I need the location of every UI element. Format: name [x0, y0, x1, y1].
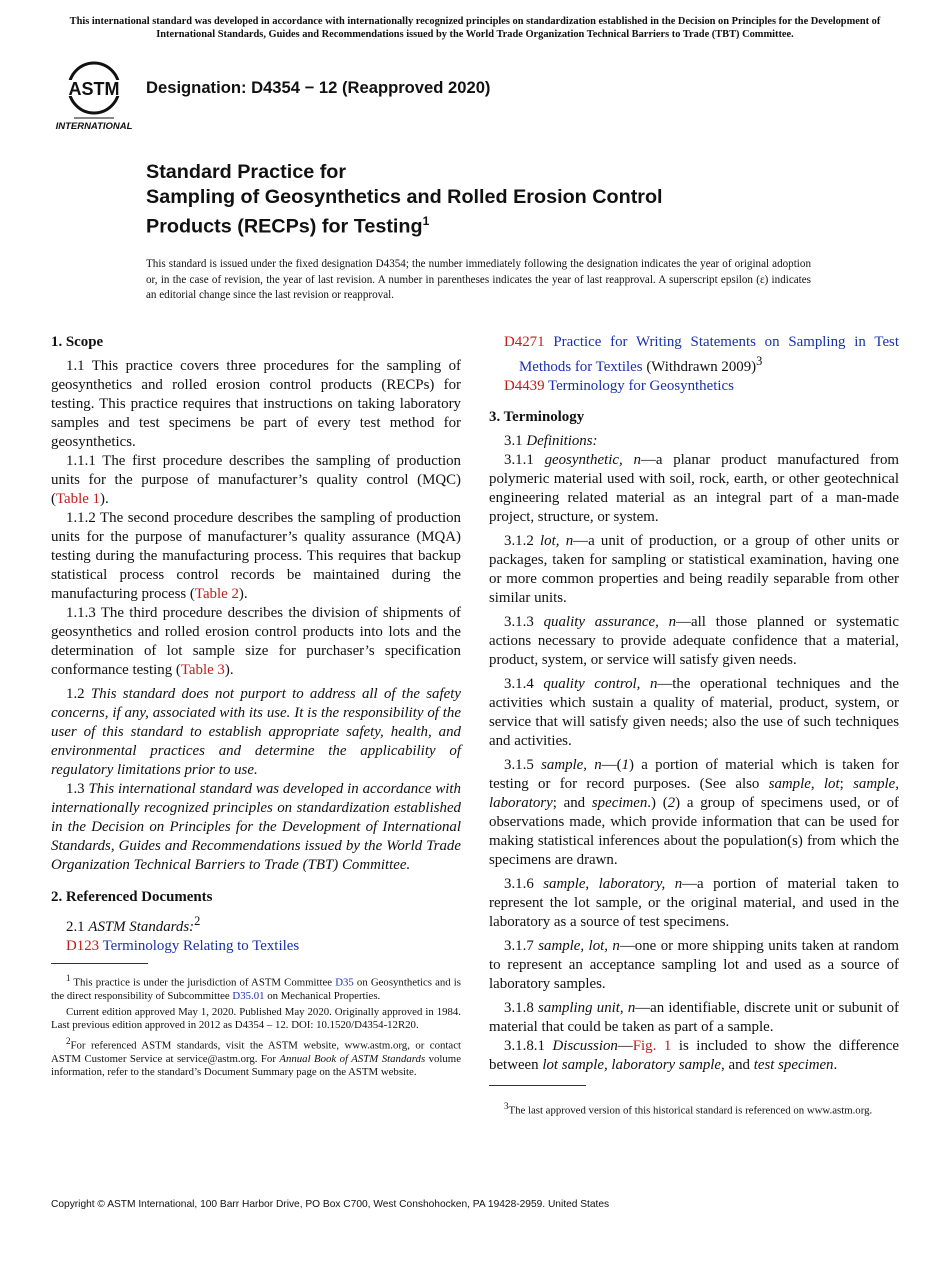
footnote-2: $^2$For referenced ASTM standards, visit the ASTM website, www.astm.org, or contact ASTM Customer Service at service@astm.org. For Annual Book of ASTM Standards volume information, refer to the standard’s Document Summary page on the ASTM website.: [51, 1035, 461, 1079]
astm-logo: [52, 58, 136, 134]
title-line-3: Products (RECPs) for Testing$^1$: [146, 214, 430, 238]
def-3-1-4: 3.1.4 quality control, n—the operational techniques and the activities which sustain a quality of material, product, system, or service that will satisfy given needs; also the use of such techniques and activities.: [489, 675, 899, 749]
para-1-3: 1.3 This international standard was developed in accordance with internationally recognized principles on standardization established in the Decision on Principles for the Development of International Standards, Guides and Recommendations issued by the World Trade Organization Technical Barriers to Trade (TBT) Committee.: [51, 781, 461, 873]
footnote-3: $^3$The last approved version of this historical standard is referenced on www.astm.org.: [504, 1100, 873, 1117]
section-2-heading: 2. Referenced Documents: [51, 889, 213, 905]
footnotes-right: [489, 1100, 899, 1118]
para-1-1-3: 1.1.3 The third procedure describes the division of shipments of geosynthetics and rolled erosion control products into lots and the determination of lot sample size for purchaser’s specification conformance testing (Table 3).: [51, 605, 461, 678]
left-column: [51, 333, 461, 1080]
ref-item-d123: [51, 937, 461, 956]
footnote-1-edition: Current edition approved May 1, 2020. Published May 2020. Originally approved in 1984. Last previous edition approved in 2012 as D4354 – 12. DOI: 10.1520/D4354-12R20.: [51, 1005, 461, 1032]
logo-text: ASTM: [68, 79, 120, 99]
committee-d35-link[interactable]: D35: [335, 976, 354, 989]
designation: Designation: D4354 − 12 (Reapproved 2020): [146, 78, 491, 97]
subcommittee-d35-01-link[interactable]: D35.01: [232, 990, 265, 1003]
def-3-1-3: 3.1.3 quality assurance, n—all those planned or systematic actions necessary to provide adequate confidence that a material, product, system, or service will satisfy given needs.: [489, 613, 899, 668]
ref-code-d4271[interactable]: D4271: [504, 334, 545, 350]
title-footnote-mark: 1: [422, 214, 430, 228]
footnote-1: $^1$ This practice is under the jurisdiction of ASTM Committee D35 on Geosynthetics and is the direct responsibility of Subcommittee D35.01 on Mechanical Properties.: [51, 972, 461, 1003]
para-1-1-2: 1.1.2 The second procedure describes the sampling of production units for the purpose of manufacturer’s quality assurance (MQA) testing during the manufacturing process. This requires that backup statistical process control records be maintained during the manufacturing process (Table 2).: [51, 510, 461, 602]
ref-title-d4271[interactable]: Practice for Writing Statements on Sampling in Test Methods for Textiles: [519, 334, 899, 375]
section-3-heading: 3. Terminology: [489, 408, 585, 425]
ref-item-d4439: [489, 377, 899, 396]
ref-title-d123[interactable]: Terminology Relating to Textiles: [102, 937, 300, 954]
def-3-1-5: 3.1.5 sample, n—(1) a portion of material which is taken for testing or for record purposes. (See also sample, lot; sample, laboratory; and specimen.) (2) a group of specimens used, or of observations made, which provide information that can be used for making statistical inferences about the population(s) from which the specimens are drawn.: [489, 756, 899, 868]
footnotes-left: [51, 972, 461, 1080]
ref-code-d4439[interactable]: D4439: [504, 377, 545, 394]
ref-code-d123[interactable]: D123: [66, 937, 100, 954]
wto-notice: This international standard was developed in accordance with internationally recognized principles on standardization established in the Decision on Principles for the Development of International Standards, Guides and Recommendations issued by the World Trade Organization Technical Barriers to Trade (TBT) Committee.: [69, 16, 881, 40]
table-3-link[interactable]: Table 3: [180, 662, 225, 678]
def-3-1-8-1: 3.1.8.1 Discussion—Fig. 1 is included to show the difference between lot sample, laboratory sample, and test specimen.: [489, 1037, 899, 1073]
def-3-1-6: 3.1.6 sample, laboratory, n—a portion of material taken to represent the lot sample, or the original material, and used in the laboratory as a source of test specimens.: [489, 875, 899, 930]
para-1-2: 1.2 This standard does not purport to address all of the safety concerns, if any, associated with its use. It is the responsibility of the user of this standard to establish appropriate safety, health, and environmental practices and determine the applicability of regulatory limitations prior to use.: [51, 686, 461, 778]
table-2-link[interactable]: Table 2: [194, 586, 239, 602]
para-2-1: 2.1 ASTM Standards:$^2$: [66, 914, 201, 935]
footnote-rule-right: [489, 1085, 586, 1086]
fig-1-link[interactable]: Fig. 1: [632, 1037, 672, 1054]
footnote-rule-left: [51, 963, 148, 964]
document-title: [146, 160, 663, 239]
copyright-footer: Copyright © ASTM International, 100 Barr Harbor Drive, PO Box C700, West Conshohocken, PA 19428-2959. United States: [51, 1199, 610, 1210]
ref-title-d4439[interactable]: Terminology for Geosynthetics: [548, 377, 734, 394]
def-3-1-2: 3.1.2 lot, n—a unit of production, or a group of other units or packages, taken for sampling or statistical examination, having one or more common properties and being readily separable from other similar units.: [489, 532, 899, 606]
logo-subtext: INTERNATIONAL: [55, 121, 133, 132]
title-line-2: Sampling of Geosynthetics and Rolled Erosion Control: [146, 185, 663, 208]
ref-item-d4271: D4271 Practice for Writing Statements on Sampling in Test Methods for Textiles (Withdrawn 2009)$^3$: [504, 334, 899, 375]
para-1-1: 1.1 This practice covers three procedures for the sampling of geosynthetics and rolled erosion control products (RECPs) for testing. This practice requires that instructions on taking laboratory samples and test specimens be part of every test method for geosynthetics.: [51, 358, 461, 450]
issued-note: This standard is issued under the fixed designation D4354; the number immediately following the designation indicates the year of original adoption or, in the case of revision, the year of last revision. A number in parentheses indicates the year of last reapproval. A superscript epsilon (ε) indicates an editorial change since the last revision or reapproval.: [146, 258, 811, 301]
section-1-heading: 1. Scope: [51, 334, 104, 350]
para-3-1: 3.1 Definitions:: [504, 432, 598, 449]
para-1-1-1: 1.1.1 The first procedure describes the sampling of production units for the purpose of manufacturer’s quality control (MQC) (Table 1).: [51, 453, 461, 507]
def-3-1-7: 3.1.7 sample, lot, n—one or more shipping units taken at random to represent an acceptance sampling lot and used as a source of laboratory samples.: [489, 937, 899, 992]
right-column: [489, 333, 899, 1118]
def-3-1-8: 3.1.8 sampling unit, n—an identifiable, discrete unit or subunit of material that could be taken as part of a sample.: [489, 999, 899, 1035]
title-line-1: Standard Practice for: [146, 161, 347, 183]
def-3-1-1: 3.1.1 geosynthetic, n—a planar product manufactured from polymeric material used with soil, rock, earth, or other geotechnical engineering related material as an integral part of a man-made project, structure, or system.: [489, 451, 899, 525]
table-1-link[interactable]: Table 1: [55, 491, 100, 507]
